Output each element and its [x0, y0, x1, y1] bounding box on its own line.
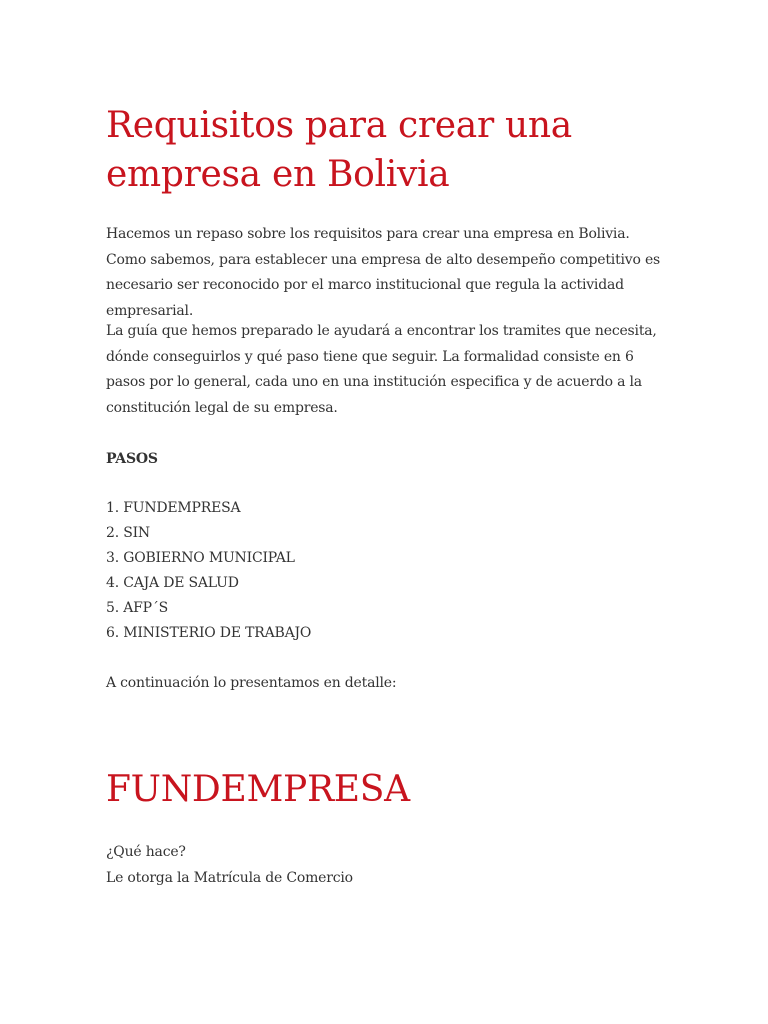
list-item: 3. GOBIERNO MUNICIPAL: [106, 550, 295, 566]
section-question: ¿Qué hace?: [106, 844, 186, 860]
intro-paragraph: Hacemos un repaso sobre los requisitos para crear una empresa en Bolivia. Como sabemos, para establecer una empresa de alto desempeño competitivo es necesario ser reconocido por el marco institucional que regula la actividad empresarial.: [106, 226, 661, 319]
section-title: FUNDEMPRESA: [106, 769, 410, 810]
list-item: 1. FUNDEMPRESA: [106, 500, 241, 516]
list-item: 6. MINISTERIO DE TRABAJO: [106, 625, 312, 641]
steps-list: [106, 496, 311, 646]
continuation-text: A continuación lo presentamos en detalle:: [106, 675, 397, 691]
section-body: [106, 840, 353, 891]
article-title: Requisitos para crear una empresa en Bolivia: [106, 105, 572, 195]
guide-paragraph: La guía que hemos preparado le ayudará a encontrar los tramites que necesita, dónde conseguirlos y qué paso tiene que seguir. La formalidad consiste en 6 pasos por lo general, cada uno en una institución especifica y de acuerdo a la constitución legal de su empresa.: [106, 323, 657, 416]
list-item: 5. AFP´S: [106, 600, 169, 616]
section-answer: Le otorga la Matrícula de Comercio: [106, 869, 353, 886]
list-item: 2. SIN: [106, 525, 150, 541]
list-item: 4. CAJA DE SALUD: [106, 575, 239, 591]
steps-heading: PASOS: [106, 451, 158, 467]
